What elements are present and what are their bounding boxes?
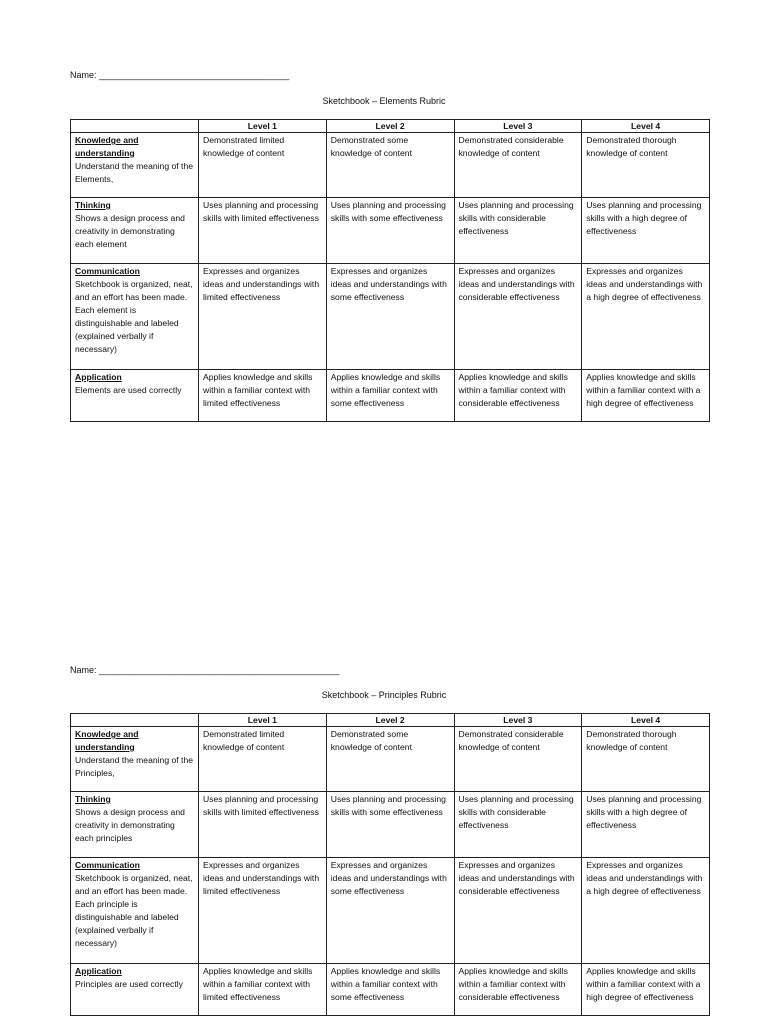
descriptor-text: Demonstrated limited knowledge of content bbox=[203, 729, 285, 752]
level-1-cell bbox=[199, 727, 327, 792]
criterion-cell bbox=[71, 727, 199, 792]
descriptor-text: Applies knowledge and skills within a familiar context with considerable effectiveness bbox=[458, 966, 568, 1002]
rubric-title: Sketchbook – Elements Rubric bbox=[322, 96, 446, 106]
level-4-cell bbox=[582, 370, 710, 422]
criterion-heading: Application bbox=[75, 966, 122, 976]
table-row bbox=[71, 858, 710, 964]
descriptor-text: Demonstrated thorough knowledge of content bbox=[586, 729, 677, 752]
criterion-cell bbox=[71, 964, 199, 1016]
level-1-cell bbox=[199, 370, 327, 422]
level-2-header: Level 2 bbox=[326, 714, 454, 727]
level-1-cell bbox=[199, 858, 327, 964]
level-4-header: Level 4 bbox=[582, 120, 710, 133]
level-4-cell bbox=[582, 264, 710, 370]
descriptor-text: Demonstrated some knowledge of content bbox=[330, 135, 412, 158]
descriptor-text: Expresses and organizes ideas and understandings with a high degree of effectiveness bbox=[586, 860, 703, 896]
criterion-heading: Thinking bbox=[75, 200, 111, 210]
criterion-description: Sketchbook is organized, neat, and an effort has been made. Each element is distinguishable and labeled (explained verbally if necessary) bbox=[75, 279, 193, 354]
criterion-cell bbox=[71, 198, 199, 264]
name-field-label: Name: ______________________________________ bbox=[70, 70, 290, 80]
principles-rubric-table bbox=[70, 713, 710, 1016]
descriptor-text: Demonstrated thorough knowledge of content bbox=[586, 135, 677, 158]
descriptor-text: Expresses and organizes ideas and understandings with considerable effectiveness bbox=[458, 266, 575, 302]
level-2-cell bbox=[326, 792, 454, 858]
level-1-header: Level 1 bbox=[199, 714, 327, 727]
level-3-cell bbox=[454, 198, 582, 264]
descriptor-text: Uses planning and processing skills with considerable effectiveness bbox=[458, 200, 574, 236]
level-2-cell bbox=[326, 727, 454, 792]
descriptor-text: Demonstrated considerable knowledge of content bbox=[458, 729, 564, 752]
level-1-cell bbox=[199, 198, 327, 264]
level-2-cell bbox=[326, 964, 454, 1016]
name-field-label: Name: ________________________________________________ bbox=[70, 665, 340, 675]
table-header-row bbox=[71, 714, 710, 727]
level-1-cell bbox=[199, 133, 327, 198]
criterion-cell bbox=[71, 858, 199, 964]
descriptor-text: Uses planning and processing skills with some effectiveness bbox=[330, 794, 446, 817]
level-3-header: Level 3 bbox=[454, 120, 582, 133]
criterion-cell bbox=[71, 264, 199, 370]
descriptor-text: Uses planning and processing skills with limited effectiveness bbox=[203, 794, 319, 817]
descriptor-text: Expresses and organizes ideas and understandings with considerable effectiveness bbox=[458, 860, 575, 896]
table-row bbox=[71, 264, 710, 370]
criterion-heading: Communication bbox=[75, 860, 140, 870]
table-row bbox=[71, 964, 710, 1016]
criterion-heading: Knowledge and understanding bbox=[75, 729, 139, 752]
level-3-cell bbox=[454, 264, 582, 370]
level-4-cell bbox=[582, 727, 710, 792]
descriptor-text: Expresses and organizes ideas and understandings with limited effectiveness bbox=[203, 266, 320, 302]
criterion-description: Principles are used correctly bbox=[75, 979, 183, 989]
criterion-heading: Knowledge and understanding bbox=[75, 135, 139, 158]
criterion-cell bbox=[71, 792, 199, 858]
level-3-cell bbox=[454, 964, 582, 1016]
criterion-description: Shows a design process and creativity in demonstrating each element bbox=[75, 213, 185, 249]
elements-rubric-table bbox=[70, 119, 710, 422]
level-4-cell bbox=[582, 858, 710, 964]
level-4-header: Level 4 bbox=[582, 714, 710, 727]
descriptor-text: Demonstrated some knowledge of content bbox=[330, 729, 412, 752]
descriptor-text: Expresses and organizes ideas and understandings with a high degree of effectiveness bbox=[586, 266, 703, 302]
descriptor-text: Uses planning and processing skills with considerable effectiveness bbox=[458, 794, 574, 830]
criteria-header bbox=[71, 714, 199, 727]
criterion-description: Understand the meaning of the Principles, bbox=[75, 755, 194, 778]
criterion-heading: Application bbox=[75, 372, 122, 382]
descriptor-text: Expresses and organizes ideas and understandings with some effectiveness bbox=[330, 860, 447, 896]
criteria-header bbox=[71, 120, 199, 133]
table-row bbox=[71, 792, 710, 858]
level-3-cell bbox=[454, 792, 582, 858]
level-2-cell bbox=[326, 858, 454, 964]
descriptor-text: Demonstrated considerable knowledge of content bbox=[458, 135, 564, 158]
level-4-cell bbox=[582, 964, 710, 1016]
descriptor-text: Applies knowledge and skills within a familiar context with some effectiveness bbox=[330, 372, 441, 408]
level-3-cell bbox=[454, 727, 582, 792]
descriptor-text: Expresses and organizes ideas and understandings with limited effectiveness bbox=[203, 860, 320, 896]
descriptor-text: Uses planning and processing skills with limited effectiveness bbox=[203, 200, 319, 223]
criterion-description: Elements are used correctly bbox=[75, 385, 182, 395]
level-3-header: Level 3 bbox=[454, 714, 582, 727]
level-4-cell bbox=[582, 198, 710, 264]
descriptor-text: Applies knowledge and skills within a familiar context with limited effectiveness bbox=[203, 966, 313, 1002]
criterion-description: Understand the meaning of the Elements, bbox=[75, 161, 194, 184]
level-1-header: Level 1 bbox=[199, 120, 327, 133]
table-row bbox=[71, 198, 710, 264]
descriptor-text: Demonstrated limited knowledge of content bbox=[203, 135, 285, 158]
criterion-description: Sketchbook is organized, neat, and an effort has been made. Each principle is distinguishable and labeled (explained verbally if necessary) bbox=[75, 873, 193, 948]
level-2-cell bbox=[326, 198, 454, 264]
level-3-cell bbox=[454, 370, 582, 422]
criterion-cell bbox=[71, 370, 199, 422]
table-row bbox=[71, 370, 710, 422]
level-4-cell bbox=[582, 133, 710, 198]
descriptor-text: Uses planning and processing skills with some effectiveness bbox=[330, 200, 446, 223]
criterion-description: Shows a design process and creativity in demonstrating each principles bbox=[75, 807, 185, 843]
descriptor-text: Expresses and organizes ideas and understandings with some effectiveness bbox=[330, 266, 447, 302]
level-4-cell bbox=[582, 792, 710, 858]
table-row bbox=[71, 133, 710, 198]
descriptor-text: Applies knowledge and skills within a familiar context with a high degree of effectiveness bbox=[586, 372, 701, 408]
table-header-row bbox=[71, 120, 710, 133]
descriptor-text: Uses planning and processing skills with a high degree of effectiveness bbox=[586, 200, 702, 236]
level-1-cell bbox=[199, 792, 327, 858]
level-1-cell bbox=[199, 964, 327, 1016]
descriptor-text: Applies knowledge and skills within a familiar context with a high degree of effectiveness bbox=[586, 966, 701, 1002]
level-3-cell bbox=[454, 858, 582, 964]
level-1-cell bbox=[199, 264, 327, 370]
level-2-cell bbox=[326, 133, 454, 198]
table-row bbox=[71, 727, 710, 792]
descriptor-text: Applies knowledge and skills within a familiar context with limited effectiveness bbox=[203, 372, 313, 408]
level-2-cell bbox=[326, 370, 454, 422]
criterion-heading: Communication bbox=[75, 266, 140, 276]
level-3-cell bbox=[454, 133, 582, 198]
descriptor-text: Uses planning and processing skills with a high degree of effectiveness bbox=[586, 794, 702, 830]
rubric-title: Sketchbook – Principles Rubric bbox=[321, 690, 447, 700]
descriptor-text: Applies knowledge and skills within a familiar context with some effectiveness bbox=[330, 966, 441, 1002]
criterion-cell bbox=[71, 133, 199, 198]
criterion-heading: Thinking bbox=[75, 794, 111, 804]
level-2-header: Level 2 bbox=[326, 120, 454, 133]
level-2-cell bbox=[326, 264, 454, 370]
descriptor-text: Applies knowledge and skills within a familiar context with considerable effectiveness bbox=[458, 372, 568, 408]
